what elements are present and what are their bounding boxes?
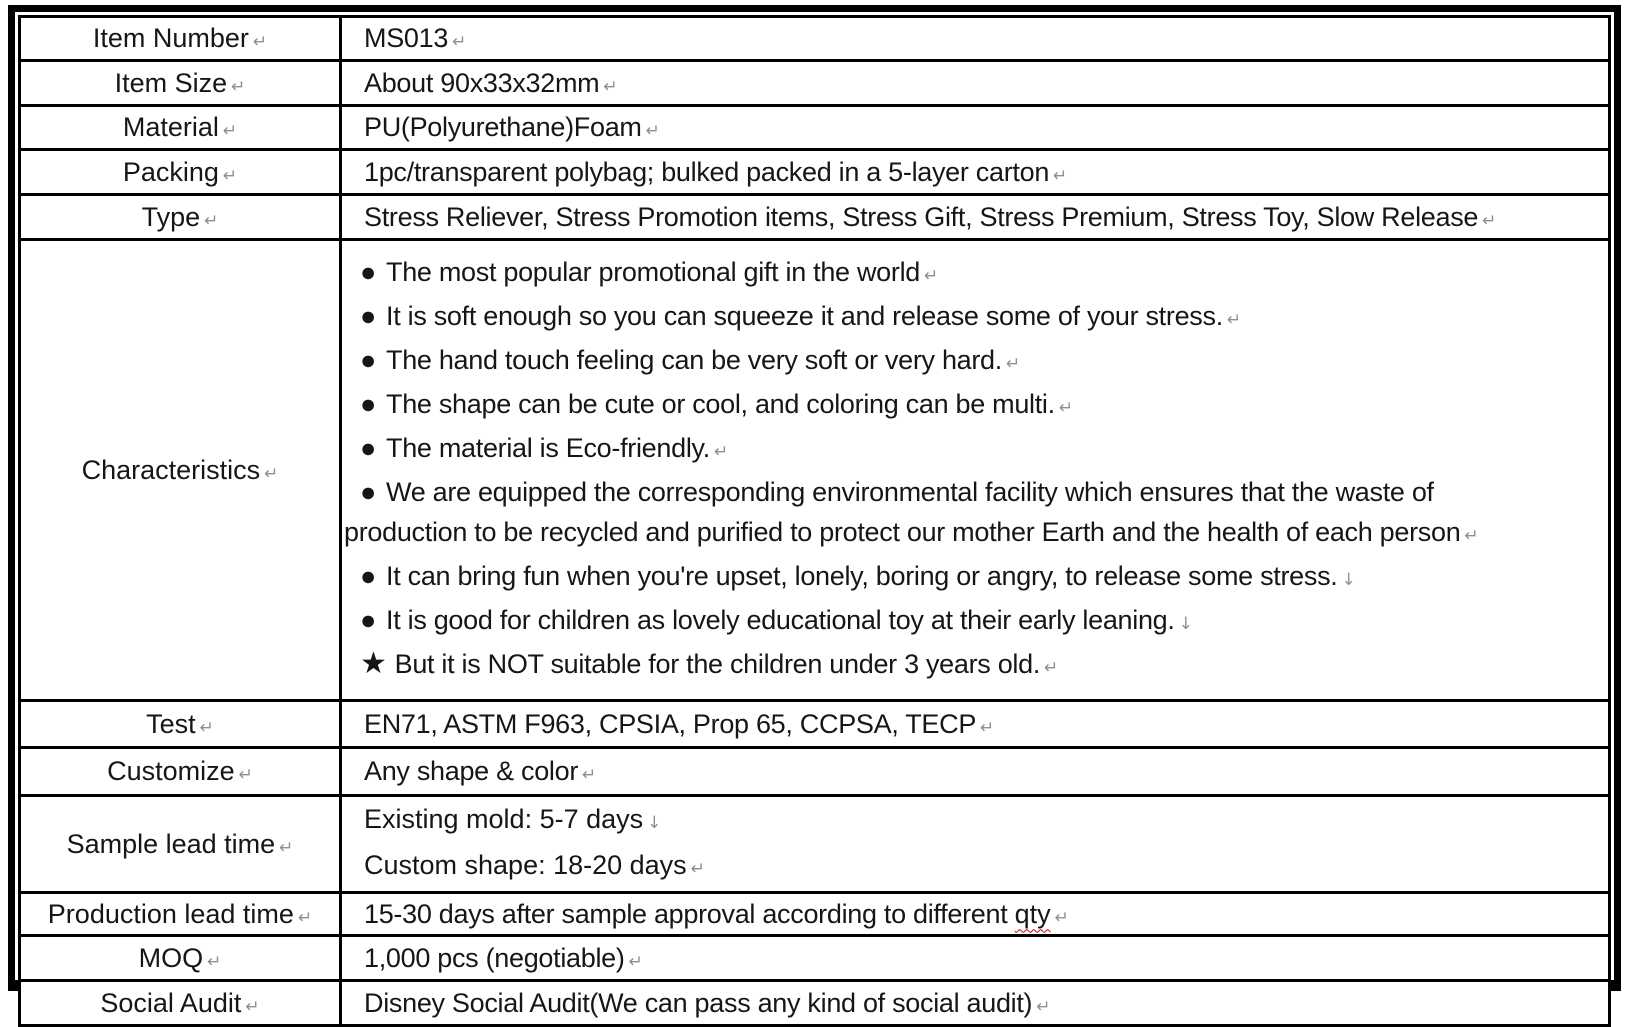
value-line-2	[364, 844, 1607, 890]
row-value-packing	[341, 150, 1610, 195]
paragraph-mark-icon: ↵	[1036, 996, 1051, 1017]
value-text: PU(Polyurethane)Foam	[364, 112, 642, 142]
row-label-text: Production lead time	[47, 898, 294, 929]
row-label-text: Characteristics	[81, 454, 261, 485]
paragraph-mark-icon: ↵	[199, 717, 214, 738]
row-label-packing	[20, 150, 341, 195]
table-row-item-number	[20, 17, 1610, 61]
row-value-characteristics	[341, 240, 1610, 701]
paragraph-mark-icon: ↵	[1053, 165, 1068, 186]
paragraph-mark-icon: ↵	[924, 266, 938, 286]
characteristics-text: It is soft enough so you can squeeze it and release some of your stress.	[386, 301, 1223, 331]
characteristics-line	[342, 384, 1607, 428]
paragraph-mark-icon: ↵	[204, 210, 219, 231]
linebreak-mark-icon: ↓	[1341, 570, 1356, 590]
bullet-icon: ●	[360, 257, 377, 287]
paragraph-mark-icon: ↵	[222, 165, 238, 186]
value-text: Custom shape: 18-20 days	[364, 850, 687, 880]
row-value-production-lead-time	[341, 893, 1610, 936]
characteristics-line	[342, 472, 1607, 512]
bullet-icon: ●	[360, 345, 377, 375]
bullet-icon: ●	[360, 301, 377, 331]
characteristics-text: We are equipped the corresponding environmental facility which ensures that the waste of	[386, 477, 1434, 507]
paragraph-mark-icon: ↵	[238, 765, 253, 785]
bullet-icon: ●	[360, 561, 377, 591]
table-row-material	[20, 106, 1610, 150]
linebreak-mark-icon: ↓	[1178, 614, 1193, 634]
paragraph-mark-icon: ↵	[1464, 526, 1479, 546]
spec-table	[18, 15, 1611, 1027]
table-row-sample-lead-time	[20, 796, 1610, 893]
value-text: EN71, ASTM F963, CPSIA, Prop 65, CCPSA, TECP	[364, 708, 977, 739]
row-label-text: Item Size	[114, 67, 228, 98]
characteristics-text: The most popular promotional gift in the world	[386, 257, 920, 287]
row-label-material	[20, 106, 341, 150]
paragraph-mark-icon: ↵	[690, 859, 705, 879]
spec-table-frame	[8, 5, 1621, 1018]
row-label-sample-lead-time	[20, 796, 341, 893]
value-line-1	[364, 798, 1607, 844]
row-value-sample-lead-time	[341, 796, 1610, 893]
row-label-type	[20, 195, 341, 240]
value-text: Stress Reliever, Stress Promotion items, Stress Gift, Stress Premium, Stress Toy, Slow Release	[364, 201, 1479, 232]
characteristics-line	[342, 600, 1607, 644]
characteristics-text: The shape can be cute or cool, and coloring can be multi.	[386, 389, 1055, 419]
characteristics-text: The material is Eco-friendly.	[386, 433, 710, 463]
row-value-type	[341, 195, 1610, 240]
paragraph-mark-icon: ↵	[628, 951, 643, 972]
characteristics-line	[342, 296, 1607, 340]
row-label-social-audit	[20, 981, 341, 1026]
row-label-item-number	[20, 17, 341, 61]
row-label-text: Customize	[107, 756, 235, 786]
characteristics-line	[342, 556, 1607, 600]
characteristics-text: It can bring fun when you're upset, lonely, boring or angry, to release some stress.	[386, 561, 1338, 591]
paragraph-mark-icon: ↵	[245, 996, 260, 1017]
paragraph-mark-icon: ↵	[279, 837, 294, 858]
table-row-moq	[20, 936, 1610, 981]
row-label-text: Test	[146, 708, 196, 739]
row-label-test	[20, 701, 341, 748]
bullet-icon: ●	[360, 389, 377, 419]
characteristics-text: It is good for children as lovely educational toy at their early leaning.	[386, 605, 1175, 635]
row-value-material	[341, 106, 1610, 150]
row-label-item-size	[20, 61, 341, 106]
paragraph-mark-icon: ↵	[1226, 310, 1241, 330]
row-label-text: MOQ	[138, 942, 204, 973]
row-value-item-size	[341, 61, 1610, 106]
row-label-text: Packing	[122, 156, 219, 187]
value-text: 1,000 pcs (negotiable)	[364, 942, 625, 973]
paragraph-mark-icon: ↵	[713, 442, 728, 462]
paragraph-mark-icon: ↵	[252, 32, 268, 52]
row-label-production-lead-time	[20, 893, 341, 936]
paragraph-mark-icon: ↵	[1044, 658, 1058, 678]
paragraph-mark-icon: ↵	[452, 32, 467, 52]
bullet-icon: ●	[360, 605, 377, 635]
characteristics-line	[342, 252, 1607, 296]
paragraph-mark-icon: ↵	[603, 76, 618, 97]
table-row-characteristics	[20, 240, 1610, 701]
table-row-test	[20, 701, 1610, 748]
paragraph-mark-icon: ↵	[980, 717, 995, 738]
row-label-text: Type	[141, 201, 201, 232]
bullet-icon: ●	[360, 477, 377, 507]
table-row-packing	[20, 150, 1610, 195]
row-value-moq	[341, 936, 1610, 981]
paragraph-mark-icon: ↵	[1482, 210, 1497, 231]
row-label-text: Item Number	[92, 23, 249, 53]
characteristics-text: The hand touch feeling can be very soft or very hard.	[386, 345, 1002, 375]
value-text: Any shape & color	[364, 756, 579, 786]
paragraph-mark-icon: ↵	[1054, 907, 1069, 928]
value-text: About 90x33x32mm	[364, 67, 600, 98]
paragraph-mark-icon: ↵	[231, 76, 246, 97]
row-value-customize	[341, 748, 1610, 796]
paragraph-mark-icon: ↵	[222, 121, 238, 141]
row-label-text: Sample lead time	[66, 828, 276, 859]
value-text: MS013	[364, 23, 449, 53]
table-row-production-lead-time	[20, 893, 1610, 936]
paragraph-mark-icon: ↵	[297, 907, 313, 928]
table-row-item-size	[20, 61, 1610, 106]
paragraph-mark-icon: ↵	[207, 951, 222, 972]
row-value-item-number	[341, 17, 1610, 61]
value-text: 15-30 days after sample approval according to different	[364, 898, 1015, 929]
paragraph-mark-icon: ↵	[1058, 398, 1073, 418]
row-label-text: Material	[122, 112, 219, 142]
row-value-test	[341, 701, 1610, 748]
value-text: 1pc/transparent polybag; bulked packed in a 5-layer carton	[364, 156, 1050, 187]
paragraph-mark-icon: ↵	[264, 463, 279, 484]
characteristics-text: production to be recycled and purified to protect our mother Earth and the health of each person	[344, 517, 1461, 547]
value-text: Disney Social Audit(We can pass any kind of social audit)	[364, 987, 1033, 1018]
row-label-moq	[20, 936, 341, 981]
star-icon: ★	[360, 647, 387, 680]
linebreak-mark-icon: ↓	[647, 813, 662, 833]
characteristics-line	[342, 340, 1607, 384]
table-row-social-audit	[20, 981, 1610, 1026]
characteristics-text: But it is NOT suitable for the children under 3 years old.	[394, 649, 1041, 679]
table-row-customize	[20, 748, 1610, 796]
misspelled-word: qty	[1014, 898, 1051, 929]
row-label-customize	[20, 748, 341, 796]
characteristics-line	[342, 428, 1607, 472]
characteristics-line	[342, 644, 1607, 688]
bullet-icon: ●	[360, 433, 377, 463]
table-row-type	[20, 195, 1610, 240]
row-label-characteristics	[20, 240, 341, 701]
value-text: Existing mold: 5-7 days	[364, 804, 644, 834]
paragraph-mark-icon: ↵	[582, 765, 597, 785]
paragraph-mark-icon: ↵	[1005, 354, 1020, 374]
row-value-social-audit	[341, 981, 1610, 1026]
row-label-text: Social Audit	[100, 987, 242, 1018]
paragraph-mark-icon: ↵	[645, 121, 660, 141]
characteristics-line	[342, 512, 1607, 556]
